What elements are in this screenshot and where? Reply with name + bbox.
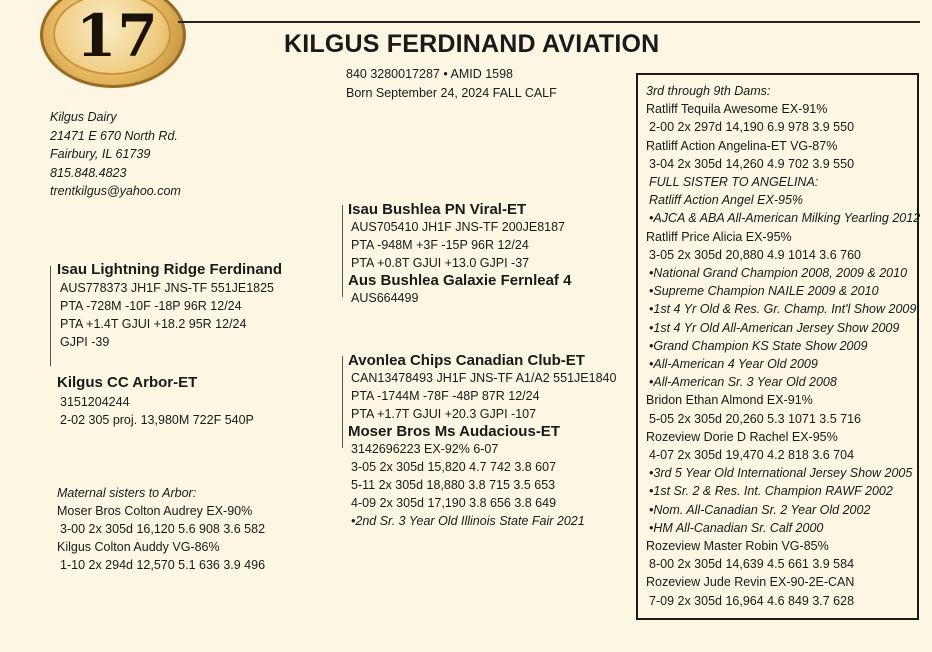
owner-contact (50, 108, 181, 201)
maternal-sisters-header: Maternal sisters to Arbor: (57, 486, 197, 500)
dam-entry-honor: •1st Sr. 2 & Res. Int. Champion RAWF 2002 (649, 484, 893, 499)
sire-sire-line: PTA -948M +3F -15P 96R 12/24 (351, 238, 529, 252)
dam-entry-name: Ratliff Price Alicia EX-95% (646, 229, 792, 244)
animal-title: KILGUS FERDINAND AVIATION (284, 30, 660, 58)
animal-ids: 840 3280017287 • AMID 1598 (346, 67, 514, 81)
sire-sire-line: PTA +0.8T GJUI +13.0 GJPI -37 (351, 256, 530, 270)
dams-box-lines (646, 100, 921, 610)
sire-bracket (50, 266, 51, 366)
dam-dam-line: 5-11 2x 305d 18,880 3.8 715 3.5 653 (351, 478, 556, 492)
dam-entry-honor: •All-American Sr. 3 Year Old 2008 (649, 375, 837, 390)
dam-dam-details (348, 440, 616, 530)
maternal-sisters-block (57, 484, 265, 574)
sire-dam-details: AUS664499 (351, 291, 419, 305)
sire-line: GJPI -39 (60, 335, 110, 349)
dam-entry-honor: •All-American 4 Year Old 2009 (649, 357, 818, 372)
dam-entry-name: Rozeview Master Robin VG-85% (646, 539, 829, 554)
dam-entry-honor: •Grand Champion KS State Show 2009 (649, 338, 868, 353)
dam-line: 2-02 305 proj. 13,980M 722F 540P (60, 413, 254, 427)
dam-entry-honor: FULL SISTER TO ANGELINA: (649, 175, 819, 190)
maternal-sister-line: 3-00 2x 305d 16,120 5.6 908 3.6 582 (60, 522, 266, 536)
dam-entry-honor: •HM All-Canadian Sr. Calf 2000 (649, 520, 824, 535)
dam-entry-honor: •Supreme Champion NAILE 2009 & 2010 (649, 284, 879, 299)
dam-entry-record: 3-04 2x 305d 14,260 4.9 702 3.9 550 (649, 156, 855, 171)
dam-entry-record: 3-05 2x 305d 20,880 4.9 1014 3.6 760 (649, 247, 861, 262)
sire-block (57, 261, 282, 351)
sire-dam-name: Aus Bushlea Galaxie Fernleaf 4 (348, 272, 572, 289)
animal-born: Born September 24, 2024 FALL CALF (346, 86, 557, 100)
dam-entry-honor: •Nom. All-Canadian Sr. 2 Year Old 2002 (649, 502, 871, 517)
sire-sire-name: Isau Bushlea PN Viral-ET (348, 201, 527, 218)
dam-entry-name: Ratliff Tequila Awesome EX-91% (646, 102, 828, 117)
dam-entry-honor: •3rd 5 Year Old International Jersey Show 2005 (649, 466, 913, 481)
dam-dam-line: 4-09 2x 305d 17,190 3.8 656 3.8 649 (351, 496, 557, 510)
dam-sire-details (348, 369, 616, 423)
dam-sire-line: CAN13478493 JH1F JNS-TF A1/A2 551JE1840 (351, 371, 617, 385)
sire-details (57, 279, 282, 351)
dam-sire-block (348, 352, 616, 530)
header-rule (178, 21, 920, 23)
dam-entry-name: Rozeview Dorie D Rachel EX-95% (646, 429, 838, 444)
sire-line: PTA +1.4T GJUI +18.2 95R 12/24 (60, 317, 247, 331)
dam-dam-line: 3142696223 EX-92% 6-07 (351, 442, 499, 456)
dam-entry-record: 2-00 2x 297d 14,190 6.9 978 3.9 550 (649, 120, 855, 135)
dam-line: 3151204244 (60, 395, 130, 409)
dam-details (57, 393, 254, 429)
dam-entry-honor: •AJCA & ABA All-American Milking Yearling 2012 (649, 211, 921, 226)
dam-sire-name: Avonlea Chips Canadian Club-ET (348, 352, 585, 369)
sire-sire-details (348, 218, 571, 272)
dam-sire-line: PTA +1.7T GJUI +20.3 GJPI -107 (351, 407, 537, 421)
dam-entry-record: 5-05 2x 305d 20,260 5.3 1071 3.5 716 (649, 411, 861, 426)
sire-name: Isau Lightning Ridge Ferdinand (57, 261, 282, 278)
maternal-sister-line: Moser Bros Colton Audrey EX-90% (57, 504, 253, 518)
maternal-sister-line: 1-10 2x 294d 12,570 5.1 636 3.9 496 (60, 558, 266, 572)
dam-parents-bracket (342, 356, 343, 448)
dam-dam-line: 3-05 2x 305d 15,820 4.7 742 3.8 607 (351, 460, 557, 474)
dam-block (57, 374, 254, 429)
owner-email: trentkilgus@yahoo.com (50, 184, 181, 198)
dam-entry-honor: •National Grand Champion 2008, 2009 & 2010 (649, 266, 908, 281)
dams-box (636, 73, 919, 620)
dam-entry-record: 8-00 2x 305d 14,639 4.5 661 3.9 584 (649, 557, 855, 572)
dam-entry-honor: •1st 4 Yr Old All-American Jersey Show 2009 (649, 320, 900, 335)
sire-line: AUS778373 JH1F JNS-TF 551JE1825 (60, 281, 274, 295)
dam-entry-name: Ratliff Action Angelina-ET VG-87% (646, 138, 838, 153)
sire-parents-bracket (342, 205, 343, 297)
owner-name: Kilgus Dairy (50, 110, 117, 124)
dam-dam-name: Moser Bros Ms Audacious-ET (348, 423, 560, 440)
animal-info (346, 65, 557, 103)
lot-number: 17 (76, 2, 159, 70)
dam-dam-honor: •2nd Sr. 3 Year Old Illinois State Fair 2021 (351, 514, 585, 528)
dams-box-header: 3rd through 9th Dams: (646, 84, 771, 98)
dam-sire-line: PTA -1744M -78F -48P 87R 12/24 (351, 389, 540, 403)
dam-entry-record: 4-07 2x 305d 19,470 4.2 818 3.6 704 (649, 448, 855, 463)
sire-line: PTA -728M -10F -18P 96R 12/24 (60, 299, 242, 313)
sire-sire-block (348, 201, 571, 307)
owner-phone: 815.848.4823 (50, 165, 127, 180)
dam-name: Kilgus CC Arbor-ET (57, 374, 198, 391)
owner-city: Fairbury, IL 61739 (50, 147, 151, 161)
owner-address: 21471 E 670 North Rd. (50, 128, 178, 143)
dam-entry-record: 7-09 2x 305d 16,964 4.6 849 3.7 628 (649, 593, 855, 608)
dam-entry-honor: •1st 4 Yr Old & Res. Gr. Champ. Int'l Show 2009 (649, 302, 917, 317)
maternal-sister-line: Kilgus Colton Auddy VG-86% (57, 540, 220, 554)
dam-entry-honor: Ratliff Action Angel EX-95% (649, 193, 804, 208)
dam-entry-name: Bridon Ethan Almond EX-91% (646, 393, 813, 408)
sire-sire-line: AUS705410 JH1F JNS-TF 200JE8187 (351, 220, 565, 234)
dam-entry-name: Rozeview Jude Revin EX-90-2E-CAN (646, 575, 855, 590)
